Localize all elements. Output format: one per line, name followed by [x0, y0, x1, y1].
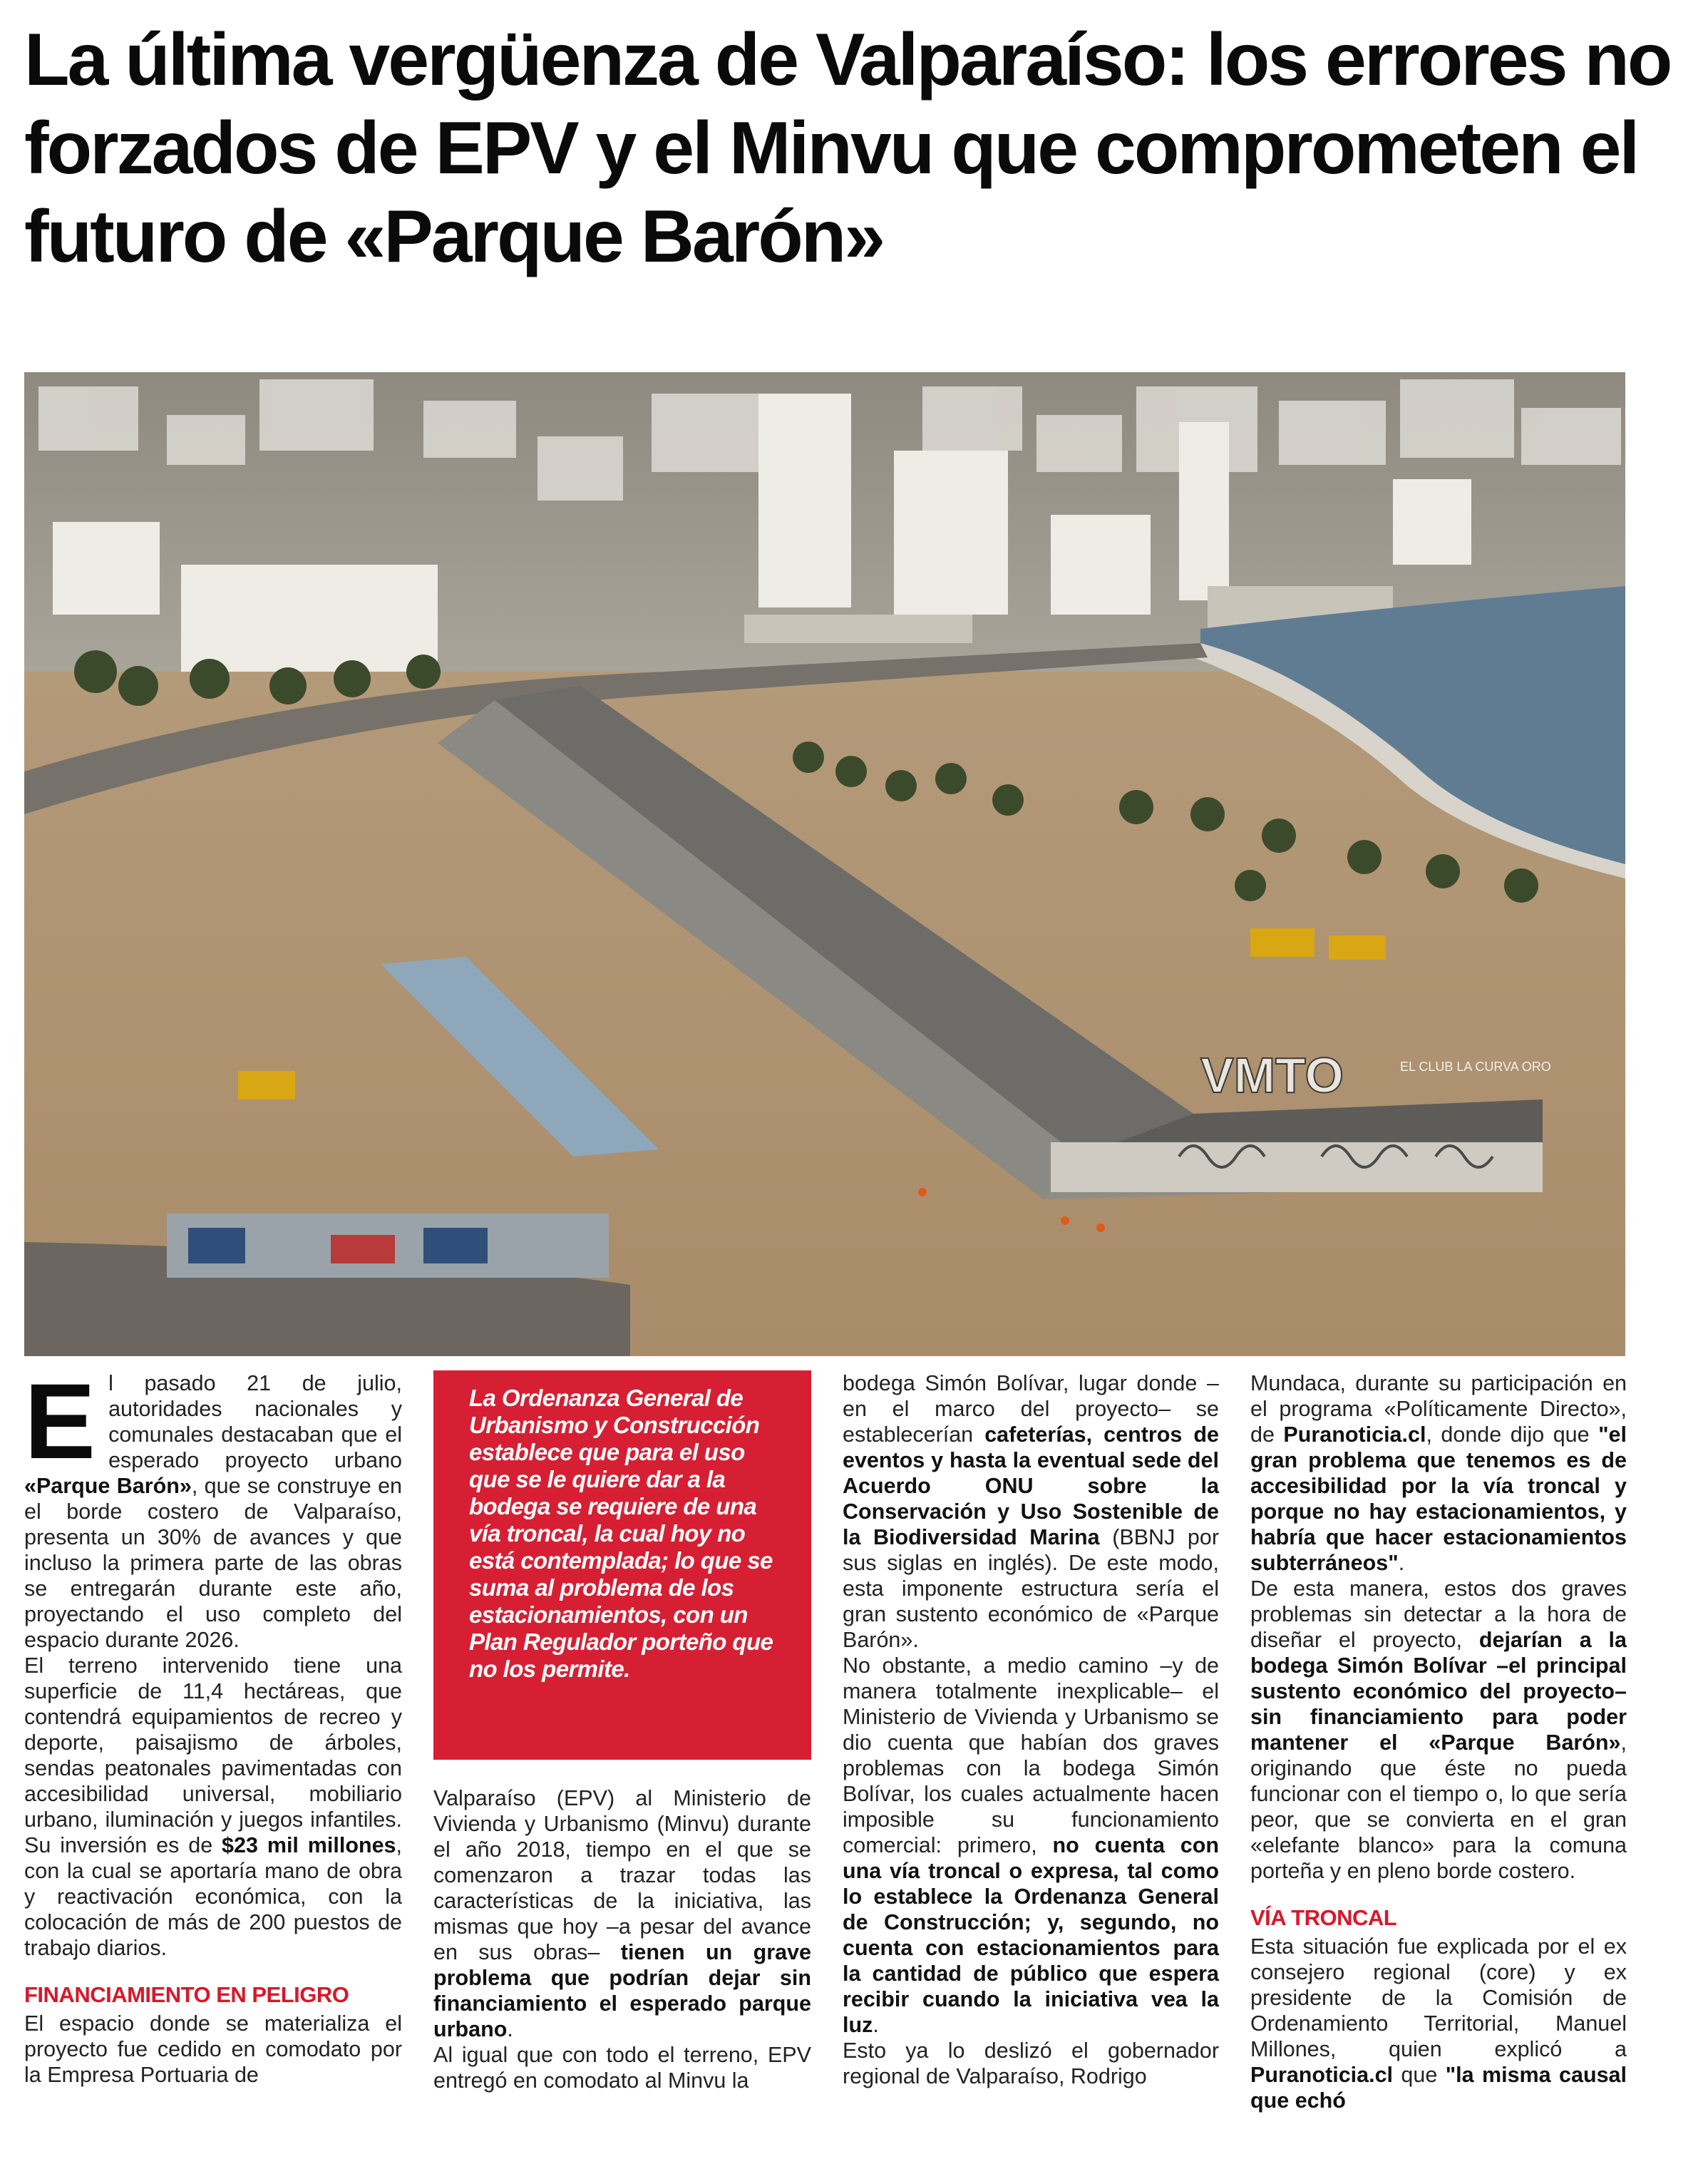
pull-quote-text: La Ordenanza General de Urbanismo y Construcción establece que para el uso que se le quiere dar a la bodega se requiere de una vía troncal, la cual hoy no está contemplada; lo que se suma al problema de los estacionamientos, con un Plan Regulador porteño que no los permite. [469, 1385, 773, 1682]
paragraph: De esta manera, estos dos graves problemas sin detectar a la hora de diseñar el proyecto, dejarían a la bodega Simón Bolívar –el principal sustento económico del proyecto– sin financiamiento para poder mantener el «Parque Barón», originando que éste no pueda funcionar con el tiempo o, lo que sería peor, que se convierta en el gran «elefante blanco» para la comuna porteña y en pleno borde costero. [1250, 1576, 1627, 1883]
pull-quote-box [433, 1370, 811, 1760]
article-column-2 [433, 1785, 811, 2093]
subheading: VÍA TRONCAL [1250, 1905, 1397, 1930]
graffiti-text: VMTO [1200, 1047, 1344, 1103]
drop-cap: E [24, 1361, 96, 1481]
graffiti-small-text: EL CLUB LA CURVA ORO [1400, 1060, 1551, 1074]
paragraph: No obstante, a medio camino –y de manera totalmente inexplicable– el Ministerio de Vivienda y Urbanismo se dio cuenta que habían dos graves problemas con la bodega Simón Bolívar, los cuales actualmente hacen imposible su funcionamiento comercial: primero, no cuenta con una vía troncal o expresa, tal como lo establece la Ordenanza General de Construcción; y, segundo, no cuenta con estacionamientos para la cantidad de público que espera recibir cuando la iniciativa vea la luz. [843, 1653, 1219, 2037]
paragraph: Esto ya lo deslizó el gobernador regional de Valparaíso, Rodrigo [843, 2039, 1219, 2088]
paragraph: El pasado 21 de julio, autoridades nacionales y comunales destacaban que el esperado proyecto urbano «Parque Barón», que se construye en el borde costero de Valparaíso, presenta un 30% de avances y que incluso la primera parte de las obras se entregarán durante este año, proyectando el uso completo del espacio durante 2026. [24, 1361, 402, 1652]
paragraph: Valparaíso (EPV) al Ministerio de Vivienda y Urbanismo (Minvu) durante el año 2018, tiempo en el que se comenzaron a trazar todas las características de la iniciativa, las mismas que hoy –a pesar del avance en sus obras– tienen un grave problema que podrían dejar sin financiamiento el esperado parque urbano. [433, 1786, 811, 2041]
headline: La última vergüenza de Valparaíso: los errores no forzados de EPV y el Minvu que comprometen el futuro de «Parque Barón» [24, 19, 1671, 278]
construction-site-illustration [24, 372, 1625, 1356]
subheading: FINANCIAMIENTO EN PELIGRO [24, 1982, 349, 2007]
article-column-1 [24, 1361, 402, 2088]
paragraph: bodega Simón Bolívar, lugar donde –en el marco del proyecto– se establecerían cafeterías, centros de eventos y hasta la eventual sede del Acuerdo ONU sobre la Conservación y Uso Sostenible de la Biodiversidad Marina (BBNJ por sus siglas en inglés). De este modo, esta imponente estructura sería el gran sustento económico de «Parque Barón». [843, 1371, 1219, 1652]
graffiti-wall [1051, 1142, 1543, 1192]
paragraph: El terreno intervenido tiene una superficie de 11,4 hectáreas, que contendrá equipamientos de recreo y deporte, paisajismo de árboles, sendas peatonales pavimentadas con accesibilidad universal, mobiliario urbano, iluminación y juegos infantiles. Su inversión es de $23 mil millones, con la cual se aportaría mano de obra y reactivación económica, con la colocación de más de 200 puestos de trabajo diarios. [24, 1653, 402, 1960]
paragraph: El espacio donde se materializa el proyecto fue cedido en comodato por la Empresa Portuaria de [24, 2011, 402, 2087]
article-column-3 [843, 1370, 1219, 2089]
article-photo [24, 372, 1625, 1356]
paragraph: Mundaca, durante su participación en el programa «Políticamente Directo», de Puranoticia.cl, donde dijo que "el gran problema que tenemos es de accesibilidad por la vía troncal y porque no hay estacionamientos, y habría que hacer estacionamientos subterráneos". [1250, 1371, 1627, 1575]
paragraph: Esta situación fue explicada por el ex consejero regional (core) y ex presidente de la Comisión de Ordenamiento Territorial, Manuel Millones, quien explicó a Puranoticia.cl que "la misma causal que echó [1250, 1934, 1627, 2113]
paragraph: Al igual que con todo el terreno, EPV entregó en comodato al Minvu la [433, 2043, 811, 2093]
article-column-4 [1250, 1370, 1627, 2113]
